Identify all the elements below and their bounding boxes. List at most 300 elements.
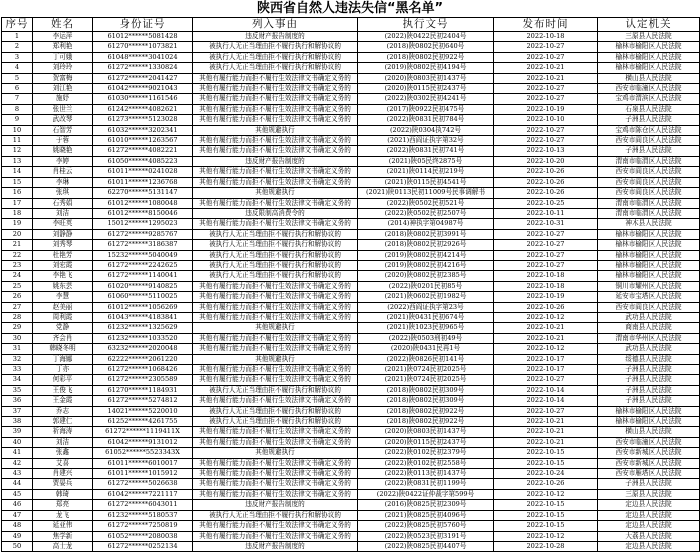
cell-case-number: (2018)陕0802民初922号 — [358, 52, 494, 62]
cell-publish-date: 2022-10-27 — [494, 136, 598, 146]
cell-reason: 其他有履行能力而拒不履行生效法律文书确定义务的 — [193, 302, 358, 312]
cell-name: 李艳飞 — [33, 271, 93, 281]
cell-index: 15 — [2, 177, 33, 187]
cell-name: 丁海娜 — [33, 354, 93, 364]
table-row — [2, 417, 700, 427]
table-row — [2, 489, 700, 499]
cell-reason: 被执行人无正当理由拒不履行执行和解协议的 — [193, 42, 358, 52]
cell-publish-date: 2022-10-15 — [494, 521, 598, 531]
table-row — [2, 323, 700, 333]
cell-case-number: (2017)陕0922民初475号 — [358, 104, 494, 114]
table-row — [2, 396, 700, 406]
header-publish-date: 发布时间 — [494, 18, 598, 32]
cell-id-number: 63232******2020048 — [93, 344, 193, 354]
cell-authority: 子洲县人民法院 — [598, 385, 700, 395]
cell-publish-date: 2022-10-27 — [494, 94, 598, 104]
table-row — [2, 406, 700, 416]
cell-publish-date: 2022-10-12 — [494, 531, 598, 541]
cell-publish-date: 2022-10-27 — [494, 52, 598, 62]
cell-id-number: 61048******3041024 — [93, 52, 193, 62]
table-row — [2, 94, 700, 104]
cell-index: 12 — [2, 146, 33, 156]
cell-id-number: 61272******4082221 — [93, 146, 193, 156]
cell-index: 9 — [2, 115, 33, 125]
cell-name: 贺富梅 — [33, 73, 93, 83]
cell-id-number: 61272******1140041 — [93, 271, 193, 281]
cell-case-number: (2022)陕0422证仲裁字第599号 — [358, 489, 494, 499]
cell-name: 刘秀琴 — [33, 240, 93, 250]
cell-name: 艾喜 — [33, 458, 93, 468]
cell-reason: 被执行人无正当理由拒不履行执行和解协议的 — [193, 229, 358, 239]
cell-index: 24 — [2, 271, 33, 281]
cell-index: 7 — [2, 94, 33, 104]
cell-id-number: 61011******1236768 — [93, 177, 193, 187]
cell-id-number: 61042******7221117 — [93, 489, 193, 499]
cell-case-number: (2022)陕0826民初141号 — [358, 354, 494, 364]
cell-reason: 被执行人无正当理由拒不履行执行和解协议的 — [193, 271, 358, 281]
cell-case-number: (2021)陕0113民初11009号民事调解书 — [358, 188, 494, 198]
cell-name: 丁亦 — [33, 365, 93, 375]
table-row — [2, 125, 700, 135]
cell-id-number: 61032******3202341 — [93, 125, 193, 135]
table-row — [2, 458, 700, 468]
cell-case-number: (2020)陕0115民初2437号 — [358, 437, 494, 447]
table-row — [2, 240, 700, 250]
cell-name: 郭建仁 — [33, 417, 93, 427]
table-row — [2, 73, 700, 83]
cell-authority: 榆林市榆阳区人民法院 — [598, 52, 700, 62]
cell-publish-date: 2022-10-26 — [494, 302, 598, 312]
cell-reason: 其他有履行能力而拒不履行生效法律文书确定义务的 — [193, 115, 358, 125]
cell-case-number: (2018)陕0802民初640号 — [358, 42, 494, 52]
cell-case-number: (2021)陕0114民初219号 — [358, 167, 494, 177]
cell-reason: 其他有履行能力而拒不履行生效法律文书确定义务的 — [193, 312, 358, 322]
cell-publish-date: 2022-10-26 — [494, 167, 598, 177]
cell-authority: 榆林市榆阳区人民法院 — [598, 240, 700, 250]
cell-name: 王金霞 — [33, 396, 93, 406]
cell-publish-date: 2022-10-25 — [494, 198, 598, 208]
cell-id-number: 61272******2041427 — [93, 73, 193, 83]
cell-id-number: 61052******2080038 — [93, 531, 193, 541]
cell-name: 张鑫 — [33, 448, 93, 458]
cell-authority: 大荔县人民法院 — [598, 531, 700, 541]
cell-index: 48 — [2, 521, 33, 531]
cell-case-number: (2018)陕0802民初309号 — [358, 385, 494, 395]
cell-publish-date: 2022-10-26 — [494, 188, 598, 198]
cell-authority: 定边县人民法院 — [598, 541, 700, 551]
blacklist-table — [1, 17, 700, 552]
cell-index: 6 — [2, 84, 33, 94]
cell-publish-date: 2022-10-14 — [494, 396, 598, 406]
cell-id-number: 61012******1056269 — [93, 302, 193, 312]
cell-index: 42 — [2, 458, 33, 468]
cell-id-number: 62222******2061220 — [93, 354, 193, 364]
table-row — [2, 500, 700, 510]
cell-publish-date: 2022-10-20 — [494, 156, 598, 166]
cell-authority: 西安市阎良区人民法院 — [598, 136, 700, 146]
cell-publish-date: 2022-10-24 — [494, 469, 598, 479]
cell-reason: 其他有履行能力而拒不履行生效法律文书确定义务的 — [193, 479, 358, 489]
cell-publish-date: 2022-10-26 — [494, 479, 598, 489]
cell-case-number: (2022)陕0503刑初49号 — [358, 333, 494, 343]
table-row — [2, 42, 700, 52]
cell-reason: 被执行人无正当理由拒不履行执行和解协议的 — [193, 510, 358, 520]
cell-reason: 其他有履行能力而拒不履行生效法律文书确定义务的 — [193, 84, 358, 94]
cell-case-number: (2022)西阎证执字第23号 — [358, 302, 494, 312]
cell-reason: 其他有履行能力而拒不履行生效法律文书确定义务的 — [193, 333, 358, 343]
cell-name: 李婷 — [33, 156, 93, 166]
cell-id-number: 61030******1161546 — [93, 94, 193, 104]
cell-publish-date: 2022-10-14 — [494, 385, 598, 395]
cell-id-number: 61272******5026638 — [93, 479, 193, 489]
cell-authority: 宝鸡市陈仓区人民法院 — [598, 125, 700, 135]
cell-reason: 其他有履行能力而拒不履行生效法律文书确定义务的 — [193, 146, 358, 156]
cell-id-number: 61052******5523343X — [93, 448, 193, 458]
cell-id-number: 61042******9021043 — [93, 84, 193, 94]
cell-reason: 违反财产报告制度的 — [193, 500, 358, 510]
cell-case-number: (2022)陕0831民初784号 — [358, 115, 494, 125]
cell-publish-date: 2022-10-21 — [494, 323, 598, 333]
cell-authority: 定边县人民法院 — [598, 510, 700, 520]
cell-authority: 三原县人民法院 — [598, 489, 700, 499]
cell-publish-date: 2022-10-31 — [494, 219, 598, 229]
cell-publish-date: 2022-10-18 — [494, 271, 598, 281]
cell-id-number: 61272******1330824 — [93, 63, 193, 73]
cell-reason: 其他有履行能力而拒不履行生效法律文书确定义务的 — [193, 292, 358, 302]
cell-publish-date: 2022-10-27 — [494, 250, 598, 260]
cell-id-number: 61272******1068426 — [93, 365, 193, 375]
table-row — [2, 104, 700, 114]
table-row — [2, 250, 700, 260]
cell-publish-date: 2022-10-28 — [494, 541, 598, 551]
table-row — [2, 521, 700, 531]
cell-name: 刘玲玲 — [33, 63, 93, 73]
cell-index: 11 — [2, 136, 33, 146]
cell-authority: 西安市雁塔区人民法院 — [598, 469, 700, 479]
header-id-number: 身份证号 — [93, 18, 193, 32]
cell-name: 龙飞 — [33, 510, 93, 520]
cell-reason: 被执行人无正当理由拒不履行执行和解协议的 — [193, 260, 358, 270]
cell-reason: 其他规避执行 — [193, 448, 358, 458]
cell-case-number: (2022)陕0523民初3191号 — [358, 531, 494, 541]
cell-name: 姚晓艳 — [33, 146, 93, 156]
cell-case-number: (2022)陕0102民初2558号 — [358, 458, 494, 468]
cell-reason: 其他有履行能力而拒不履行生效法律文书确定义务的 — [193, 136, 358, 146]
cell-index: 22 — [2, 250, 33, 260]
cell-publish-date: 2022-10-19 — [494, 292, 598, 302]
cell-name: 郑利艳 — [33, 42, 93, 52]
cell-index: 21 — [2, 240, 33, 250]
cell-case-number: (2020)陕0802民初2385号 — [358, 271, 494, 281]
cell-name: 高士龙 — [33, 541, 93, 551]
cell-reason: 其他有履行能力而拒不履行生效法律文书确定义务的 — [193, 521, 358, 531]
table-row — [2, 510, 700, 520]
cell-case-number: (2022)陕0502民初521号 — [358, 198, 494, 208]
cell-authority: 武功县人民法院 — [598, 312, 700, 322]
cell-authority: 榆林市榆阳区人民法院 — [598, 260, 700, 270]
cell-id-number: 61012******8150046 — [93, 208, 193, 218]
cell-authority: 渭南市华州区人民法院 — [598, 333, 700, 343]
cell-reason: 其他有履行能力而拒不履行生效法律文书确定义务的 — [193, 437, 358, 447]
cell-case-number: (2021)陕05民终2875号 — [358, 156, 494, 166]
cell-authority: 子洲县人民法院 — [598, 396, 700, 406]
cell-id-number: 61273******5123028 — [93, 115, 193, 125]
page-title: 陕西省自然人违法失信“黑名单” — [256, 1, 444, 16]
cell-index: 45 — [2, 489, 33, 499]
cell-id-number: 61012******1080048 — [93, 198, 193, 208]
cell-authority: 渭南市临渭区人民法院 — [598, 156, 700, 166]
cell-publish-date: 2022-10-12 — [494, 344, 598, 354]
cell-reason: 被执行人无正当理由拒不履行执行和解协议的 — [193, 417, 358, 427]
table-row — [2, 333, 700, 343]
cell-name: 贾晏兵 — [33, 479, 93, 489]
cell-index: 35 — [2, 385, 33, 395]
cell-index: 2 — [2, 42, 33, 52]
cell-case-number: (2020)陕0803民初1437号 — [358, 73, 494, 83]
table-row — [2, 312, 700, 322]
table-row — [2, 146, 700, 156]
cell-case-number: (2020)陕0803民初1437号 — [358, 427, 494, 437]
cell-name: 何彩平 — [33, 375, 93, 385]
cell-id-number: 61012******5081428 — [93, 32, 193, 42]
cell-name: 韩晓冬明 — [33, 344, 93, 354]
cell-name: 张世兰 — [33, 104, 93, 114]
cell-publish-date: 2022-10-21 — [494, 73, 598, 83]
cell-name: 乔志 — [33, 406, 93, 416]
cell-id-number: 61252******4261755 — [93, 417, 193, 427]
table-row — [2, 292, 700, 302]
cell-publish-date: 2022-10-19 — [494, 104, 598, 114]
cell-name: 张琪 — [33, 188, 93, 198]
cell-reason: 被执行人无正当理由拒不履行执行和解协议的 — [193, 240, 358, 250]
cell-reason: 其他有履行能力而拒不履行生效法律文书确定义务的 — [193, 177, 358, 187]
cell-index: 47 — [2, 510, 33, 520]
table-row — [2, 156, 700, 166]
cell-case-number: (2019)陕0802民初4194号 — [358, 63, 494, 73]
cell-id-number: 61042******9131012 — [93, 437, 193, 447]
cell-reason: 违反限制高消费令的 — [193, 208, 358, 218]
cell-name: 李慧 — [33, 292, 93, 302]
cell-authority: 西安市阎良区人民法院 — [598, 167, 700, 177]
cell-name: 焦学新 — [33, 531, 93, 541]
cell-case-number: (2020)陕0115民初2437号 — [358, 84, 494, 94]
table-row — [2, 198, 700, 208]
cell-authority: 西安市临潼区人民法院 — [598, 437, 700, 447]
table-row — [2, 385, 700, 395]
table-row — [2, 136, 700, 146]
cell-reason: 其他有履行能力而拒不履行生效法律文书确定义务的 — [193, 427, 358, 437]
table-row — [2, 344, 700, 354]
table-row — [2, 479, 700, 489]
cell-case-number: (2022)陕0102民初2379号 — [358, 448, 494, 458]
cell-authority: 西安市阎良区人民法院 — [598, 177, 700, 187]
cell-id-number: 61272******1119411X — [93, 427, 193, 437]
cell-reason: 其他规避执行 — [193, 323, 358, 333]
cell-publish-date: 2022-10-12 — [494, 312, 598, 322]
cell-reason: 其他有履行能力而拒不履行生效法律文书确定义务的 — [193, 94, 358, 104]
cell-reason: 被执行人无正当理由拒不履行执行和解协议的 — [193, 406, 358, 416]
cell-authority: 绥德县人民法院 — [598, 354, 700, 364]
cell-index: 4 — [2, 63, 33, 73]
cell-reason: 其他有履行能力而拒不履行生效法律文书确定义务的 — [193, 531, 358, 541]
cell-reason: 违反财产报告制度的 — [193, 156, 358, 166]
cell-publish-date: 2022-10-10 — [494, 115, 598, 125]
cell-publish-date: 2022-10-27 — [494, 260, 598, 270]
cell-index: 49 — [2, 531, 33, 541]
cell-index: 10 — [2, 125, 33, 135]
cell-index: 1 — [2, 32, 33, 42]
cell-publish-date: 2022-10-27 — [494, 240, 598, 250]
cell-id-number: 61010******1263567 — [93, 136, 193, 146]
cell-authority: 定边县人民法院 — [598, 521, 700, 531]
cell-index: 27 — [2, 302, 33, 312]
header-index: 序号 — [2, 18, 33, 32]
cell-index: 41 — [2, 448, 33, 458]
cell-index: 13 — [2, 156, 33, 166]
cell-case-number: (2021)陕0825民初4096号 — [358, 510, 494, 520]
cell-reason: 其他有履行能力而拒不履行生效法律文书确定义务的 — [193, 469, 358, 479]
cell-reason: 被执行人无正当理由拒不履行执行和解协议的 — [193, 385, 358, 395]
cell-reason: 其他有履行能力而拒不履行生效法律文书确定义务的 — [193, 489, 358, 499]
table-row — [2, 63, 700, 73]
cell-authority: 武功县人民法院 — [598, 344, 700, 354]
cell-index: 39 — [2, 427, 33, 437]
table-row — [2, 32, 700, 42]
table-row — [2, 52, 700, 62]
cell-case-number: (2022)陕0302民初4241号 — [358, 94, 494, 104]
cell-name: 施妤 — [33, 94, 93, 104]
cell-authority: 渭南市临渭区人民法院 — [598, 198, 700, 208]
cell-authority: 榆林市榆阳区人民法院 — [598, 63, 700, 73]
cell-id-number: 61060******5110025 — [93, 292, 193, 302]
cell-authority: 西安市阎良区人民法院 — [598, 302, 700, 312]
cell-case-number: (2021)陕0724民初2025号 — [358, 365, 494, 375]
cell-authority: 子洲县人民法院 — [598, 479, 700, 489]
cell-authority: 商南县人民法院 — [598, 323, 700, 333]
cell-id-number: 61272******7250819 — [93, 521, 193, 531]
cell-index: 18 — [2, 208, 33, 218]
cell-authority: 宝鸡市渭滨区人民法院 — [598, 94, 700, 104]
header-case-number: 执行文号 — [358, 18, 494, 32]
header-name: 姓名 — [33, 18, 93, 32]
table-row — [2, 531, 700, 541]
cell-name: 姚东芸 — [33, 281, 93, 291]
cell-publish-date: 2022-10-15 — [494, 510, 598, 520]
table-row — [2, 84, 700, 94]
cell-publish-date: 2022-10-21 — [494, 437, 598, 447]
cell-name: 武改琴 — [33, 115, 93, 125]
cell-case-number: (2022)陕0825民初4407号 — [358, 541, 494, 551]
table-row — [2, 375, 700, 385]
cell-reason: 其他规避执行 — [193, 125, 358, 135]
cell-reason: 其他有履行能力而拒不履行生效法律文书确定义务的 — [193, 167, 358, 177]
cell-index: 20 — [2, 229, 33, 239]
cell-index: 33 — [2, 365, 33, 375]
cell-name: 刘江艳 — [33, 84, 93, 94]
cell-index: 43 — [2, 469, 33, 479]
cell-authority: 延安市宝塔区人民法院 — [598, 292, 700, 302]
cell-id-number: 61272******2242625 — [93, 260, 193, 270]
cell-index: 28 — [2, 312, 33, 322]
table-row — [2, 271, 700, 281]
cell-authority: 三原县人民法院 — [598, 32, 700, 42]
cell-name: 刘静静 — [33, 229, 93, 239]
cell-case-number: (2018)陕0802民初2926号 — [358, 240, 494, 250]
cell-id-number: 61011******1015912 — [93, 469, 193, 479]
cell-id-number: 61272******5274812 — [93, 396, 193, 406]
cell-id-number: 61242******4082621 — [93, 104, 193, 114]
cell-publish-date: 2022-10-27 — [494, 406, 598, 416]
cell-id-number: 61043******4183841 — [93, 312, 193, 322]
table-row — [2, 177, 700, 187]
cell-index: 30 — [2, 333, 33, 343]
header-row — [2, 18, 700, 32]
cell-case-number: (2022)陕0113民初1437号 — [358, 469, 494, 479]
cell-reason: 其他有履行能力而拒不履行生效法律文书确定义务的 — [193, 198, 358, 208]
cell-publish-date: 2022-10-17 — [494, 365, 598, 375]
cell-index: 26 — [2, 292, 33, 302]
cell-id-number: 61020******9140825 — [93, 281, 193, 291]
cell-authority: 铜川市耀州区人民法院 — [598, 281, 700, 291]
cell-case-number: (2021)陕0115民初4541号 — [358, 177, 494, 187]
table-row — [2, 541, 700, 551]
cell-authority: 榆林市榆阳区人民法院 — [598, 406, 700, 416]
cell-reason: 被执行人无正当理由拒不履行执行和解协议的 — [193, 63, 358, 73]
cell-publish-date: 2022-10-15 — [494, 500, 598, 510]
cell-publish-date: 2022-10-13 — [494, 146, 598, 156]
table-row — [2, 365, 700, 375]
cell-case-number: (2018)陕0802民初922号 — [358, 417, 494, 427]
cell-name: 刘洁 — [33, 437, 93, 447]
cell-reason: 其他有履行能力而拒不履行生效法律文书确定义务的 — [193, 396, 358, 406]
table-row — [2, 427, 700, 437]
cell-authority: 西安市临潼区人民法院 — [598, 84, 700, 94]
cell-name: 刘洁 — [33, 208, 93, 218]
cell-authority: 子洲县人民法院 — [598, 365, 700, 375]
cell-reason: 其他有履行能力而拒不履行生效法律文书确定义务的 — [193, 375, 358, 385]
cell-index: 17 — [2, 198, 33, 208]
cell-name: 于蓉 — [33, 136, 93, 146]
cell-reason: 其他规避执行 — [193, 188, 358, 198]
cell-name: 王俊飞 — [33, 385, 93, 395]
cell-case-number: (2018)陕0802民初922号 — [358, 406, 494, 416]
cell-reason: 违反财产报告制度的 — [193, 541, 358, 551]
cell-authority: 榆林市榆阳区人民法院 — [598, 229, 700, 239]
cell-publish-date: 2022-10-18 — [494, 32, 598, 42]
cell-publish-date: 2022-10-27 — [494, 229, 598, 239]
cell-id-number: 61011******0241028 — [93, 167, 193, 177]
table-row — [2, 260, 700, 270]
cell-name: 党静 — [33, 323, 93, 333]
cell-id-number: 61232******1325629 — [93, 323, 193, 333]
cell-case-number: (2021)陕0431民初674号 — [358, 312, 494, 322]
cell-authority: 横山县人民法院 — [598, 427, 700, 437]
cell-index: 19 — [2, 219, 33, 229]
cell-authority: 榆林市榆阳区人民法院 — [598, 42, 700, 52]
cell-publish-date: 2022-10-27 — [494, 125, 598, 135]
cell-index: 38 — [2, 417, 33, 427]
cell-name: 杜艳芳 — [33, 250, 93, 260]
cell-publish-date: 2022-10-21 — [494, 417, 598, 427]
table-row — [2, 302, 700, 312]
cell-reason: 其他规避执行 — [193, 354, 358, 364]
cell-case-number: (2022)陕0422民初2404号 — [358, 32, 494, 42]
cell-index: 31 — [2, 344, 33, 354]
cell-publish-date: 2022-10-27 — [494, 42, 598, 52]
cell-authority: 渭南市临渭区人民法院 — [598, 208, 700, 218]
cell-id-number: 61232******5180537 — [93, 510, 193, 520]
cell-case-number: (2020)陕0431民再1号 — [358, 344, 494, 354]
